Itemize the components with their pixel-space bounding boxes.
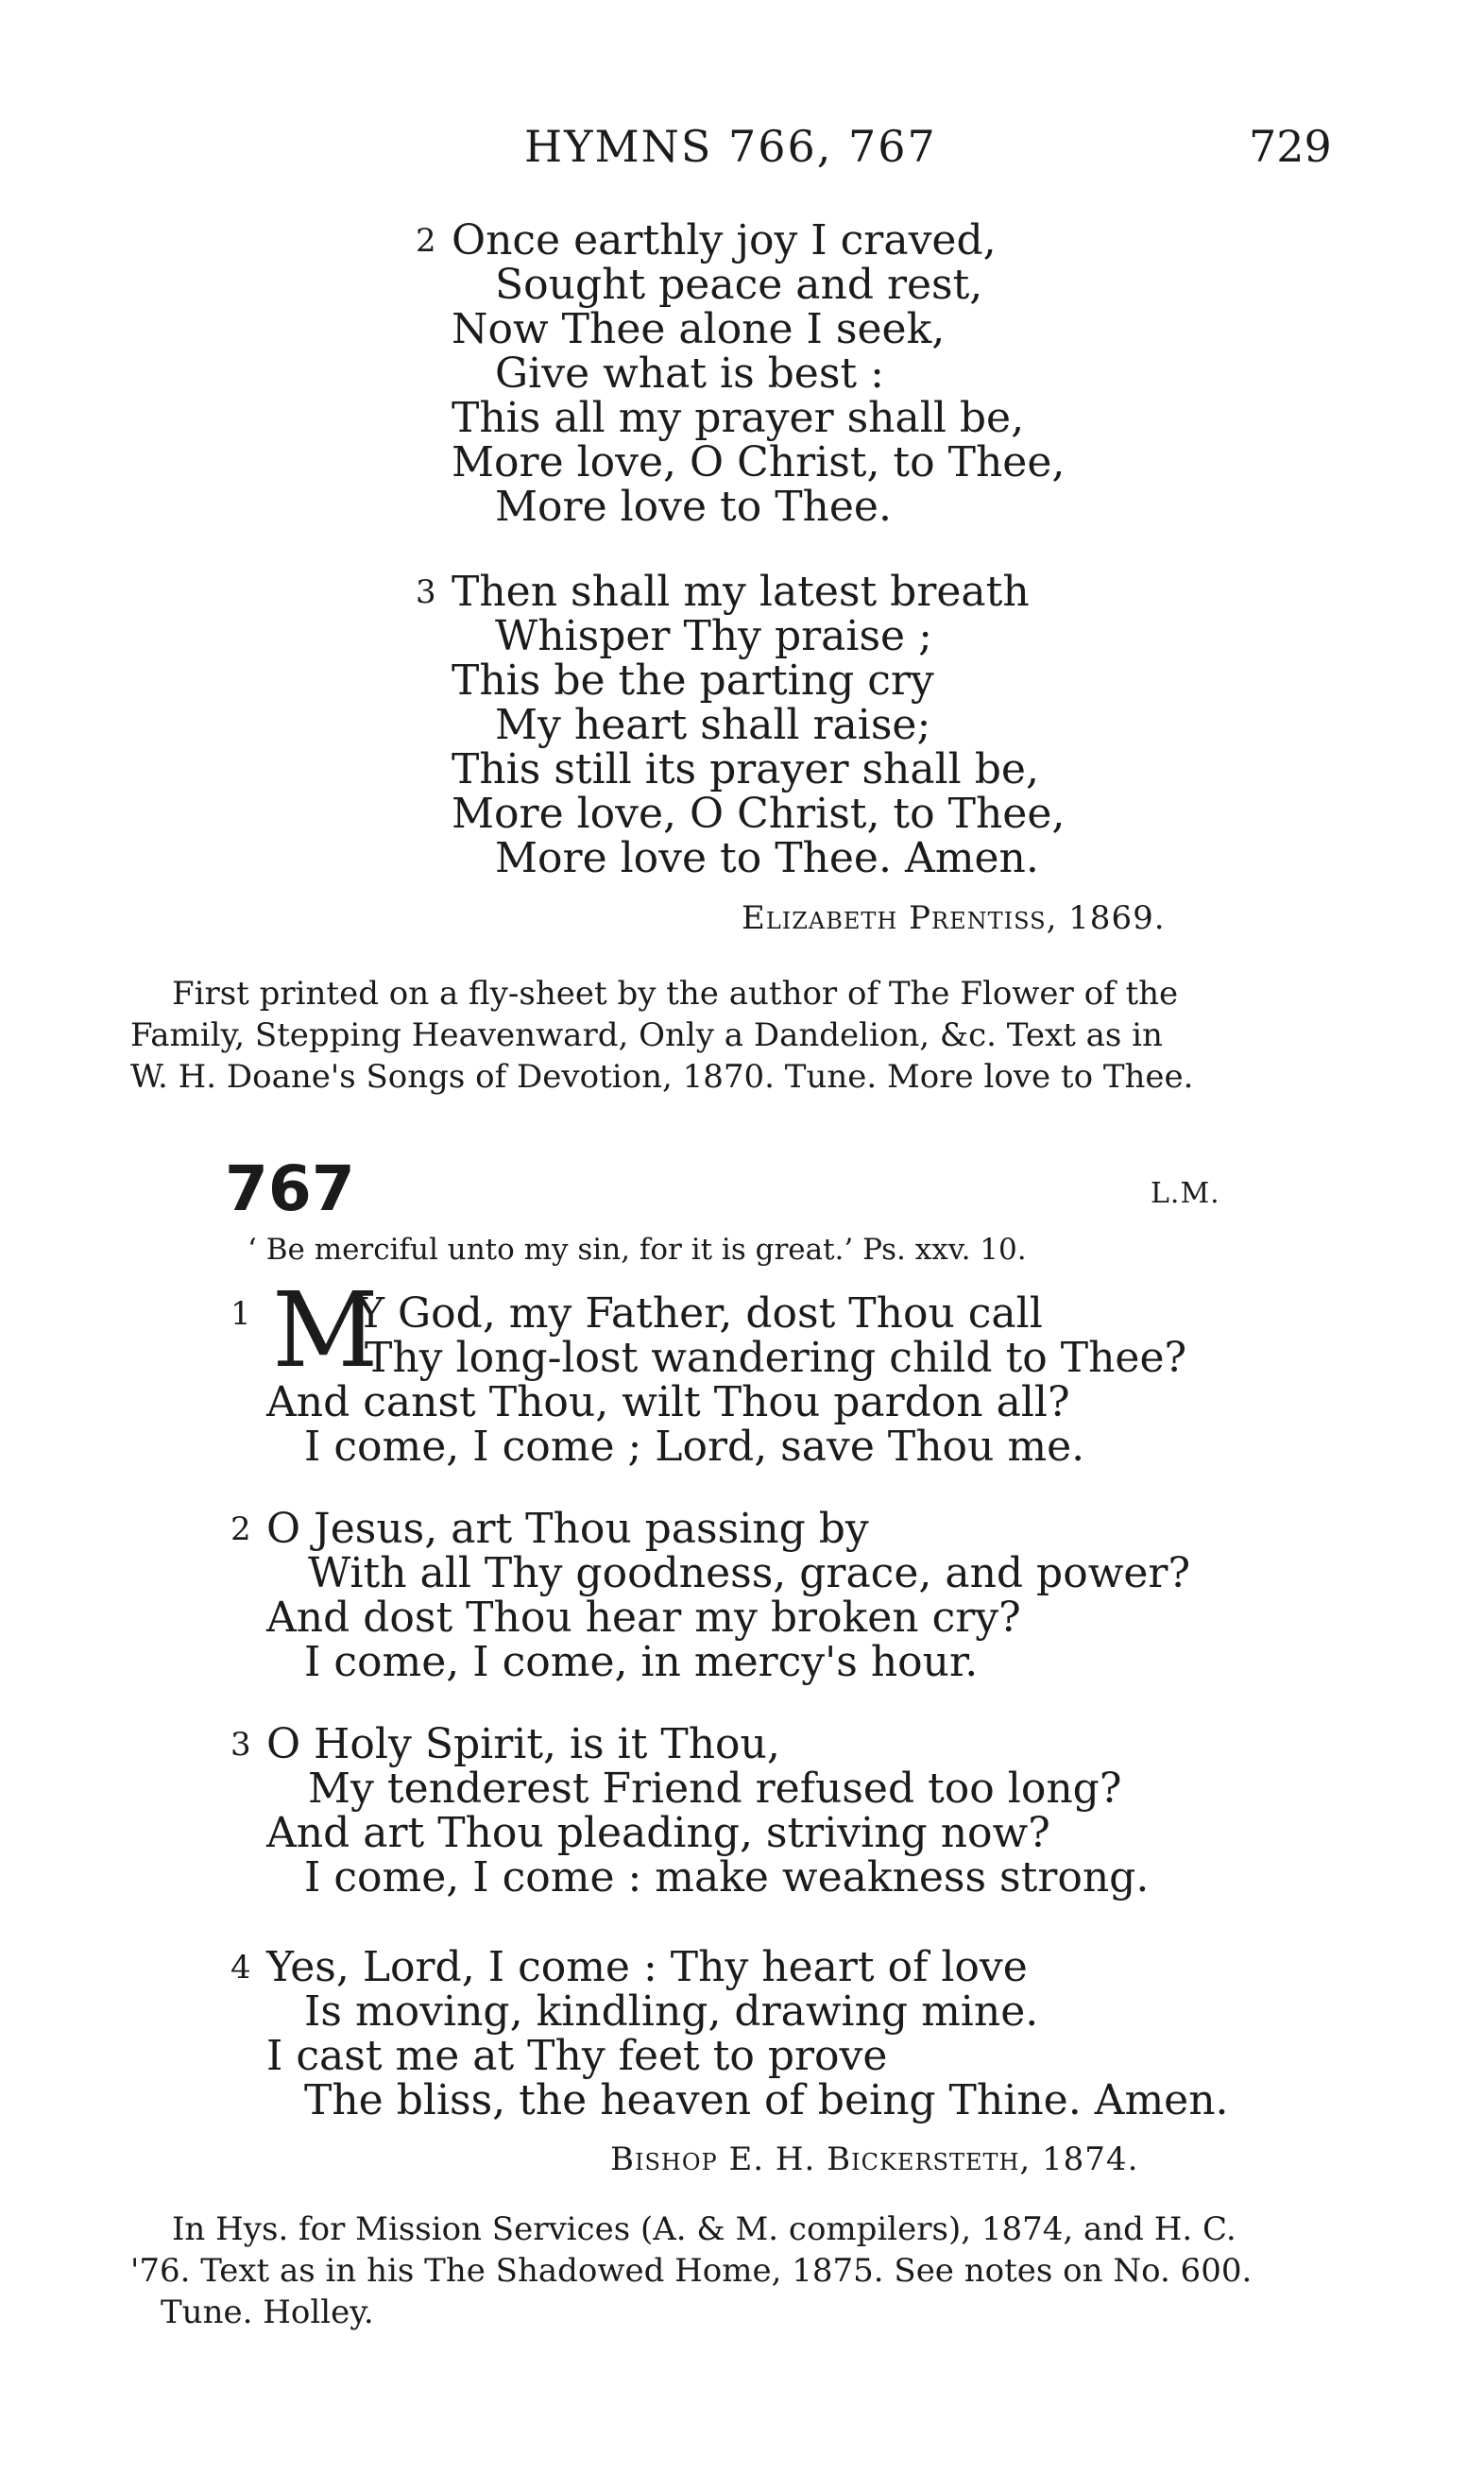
note-line: In Hys. for Mission Services (A. & M. compilers), 1874, and H. C.	[172, 2210, 1237, 2248]
hymn-number: 767	[225, 1152, 355, 1225]
verse-line: Yes, Lord, I come : Thy heart of love	[266, 1943, 1028, 1991]
page-number: 729	[1249, 121, 1332, 172]
verse-number: 1	[230, 1295, 251, 1333]
verse-line: O Holy Spirit, is it Thou,	[266, 1720, 780, 1768]
note-line: Family, Stepping Heavenward, Only a Dandelion, &c. Text as in	[130, 1016, 1163, 1054]
verse-line: Thy long-lost wandering child to Thee?	[365, 1334, 1187, 1382]
note-line: First printed on a fly-sheet by the author of The Flower of the	[172, 975, 1179, 1013]
verse-line: O Jesus, art Thou passing by	[266, 1505, 869, 1553]
verse-line: Give what is best :	[495, 350, 884, 398]
verse-line: More love to Thee.	[495, 483, 892, 531]
verse-number: 2	[416, 222, 436, 260]
verse-line: More love, O Christ, to Thee,	[452, 438, 1066, 486]
verse-line: I come, I come : make weakness strong.	[304, 1853, 1150, 1902]
verse-line: I come, I come, in mercy's hour.	[304, 1638, 979, 1686]
verse-line: More love to Thee. Amen.	[495, 834, 1039, 882]
verse-line: Whisper Thy praise ;	[495, 612, 932, 660]
verse-line: This be the parting cry	[452, 657, 934, 705]
note-line: W. H. Doane's Songs of Devotion, 1870. Tune. More love to Thee.	[130, 1058, 1194, 1096]
verse-line: This all my prayer shall be,	[452, 394, 1025, 442]
drop-cap: M	[272, 1270, 379, 1390]
verse-line: With all Thy goodness, grace, and power?	[308, 1549, 1191, 1597]
verse-line: And art Thou pleading, striving now?	[266, 1809, 1050, 1857]
hymn-epigraph: ‘ Be merciful unto my sin, for it is great.’ Ps. xxv. 10.	[247, 1233, 1027, 1267]
verse-line: Sought peace and rest,	[495, 261, 983, 309]
verse-line: Is moving, kindling, drawing mine.	[304, 1987, 1039, 2036]
running-head	[0, 121, 1484, 178]
note-line: Tune. Holley.	[161, 2294, 374, 2331]
verse-line: I cast me at Thy feet to prove	[266, 2032, 888, 2080]
verse-line: Once earthly joy I craved,	[452, 216, 997, 264]
hymn-767-author: Bishop E. H. Bickersteth, 1874.	[610, 2140, 1139, 2178]
verse-line: My tenderest Friend refused too long?	[308, 1765, 1122, 1813]
verse-line: And dost Thou hear my broken cry?	[266, 1594, 1021, 1642]
verse-line: I come, I come ; Lord, save Thou me.	[304, 1423, 1085, 1471]
verse-line: And canst Thou, wilt Thou pardon all?	[266, 1378, 1070, 1426]
verse-line: Y God, my Father, dost Thou call	[357, 1289, 1043, 1338]
verse-line: My heart shall raise;	[495, 701, 931, 749]
verse-number: 2	[230, 1510, 251, 1548]
verse-number: 4	[230, 1949, 251, 1987]
hymn-meter: L.M.	[1151, 1177, 1220, 1210]
verse-line: Now Thee alone I seek,	[452, 305, 946, 353]
verse-line: This still its prayer shall be,	[452, 745, 1039, 793]
verse-number: 3	[230, 1726, 251, 1764]
verse-line: Then shall my latest breath	[452, 568, 1030, 616]
verse-line: More love, O Christ, to Thee,	[452, 790, 1066, 838]
note-line: '76. Text as in his The Shadowed Home, 1875. See notes on No. 600.	[130, 2252, 1253, 2290]
running-head-title: HYMNS 766, 767	[524, 121, 937, 172]
verse-number: 3	[416, 573, 436, 611]
verse-line: The bliss, the heaven of being Thine. Amen.	[304, 2076, 1229, 2124]
hymn-766-author: Elizabeth Prentiss, 1869.	[742, 899, 1166, 937]
